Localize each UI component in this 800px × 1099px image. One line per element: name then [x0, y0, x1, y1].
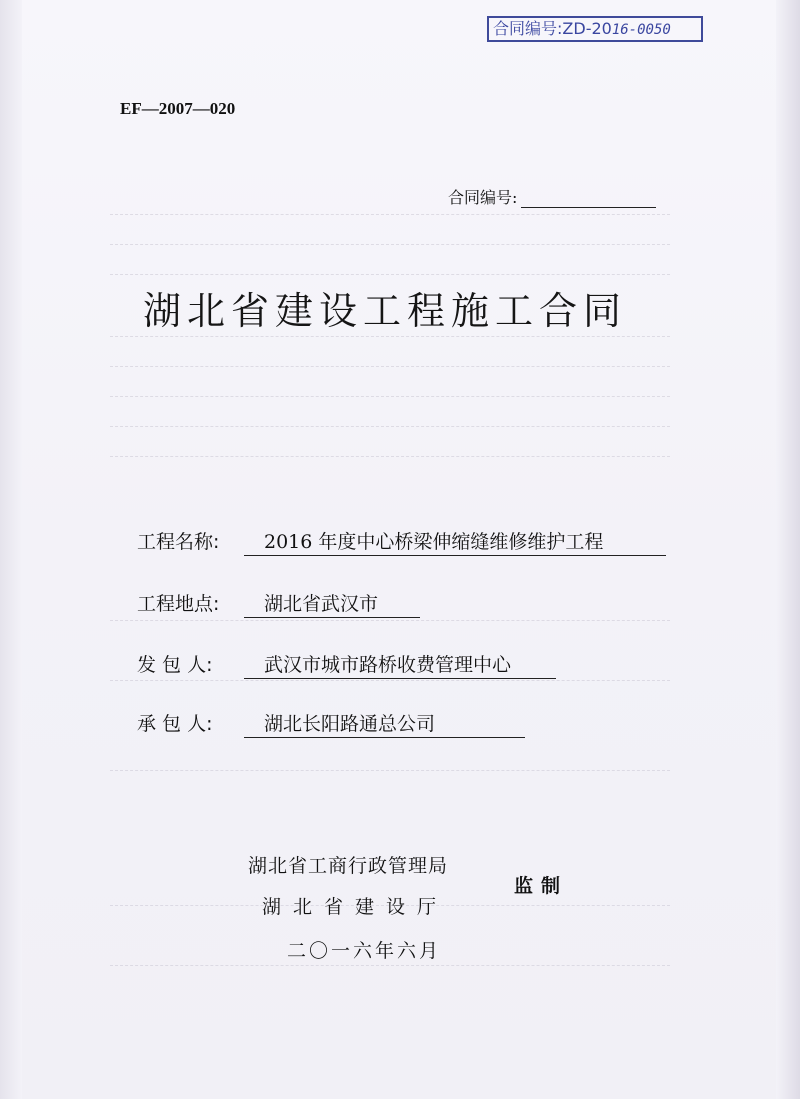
bleed-through-line — [110, 680, 670, 681]
stamp-printed-number: ZD-20 — [562, 19, 612, 38]
contract-number-blank-line — [521, 191, 656, 208]
project-name-row — [137, 527, 666, 557]
project-name-value: 2016 年度中心桥梁伸缩缝维修维护工程 — [244, 527, 666, 556]
issuer-line-1: 湖北省工商行政管理局 — [248, 855, 449, 877]
bleed-through-line — [110, 366, 670, 367]
contract-number-label: 合同编号: — [448, 188, 518, 207]
contractor-row — [137, 709, 525, 739]
bleed-through-line — [110, 274, 670, 275]
contractor-label: 承 包 人: — [137, 713, 213, 735]
issuer-line-2: 湖北省建设厅 — [262, 896, 449, 918]
project-name-label: 工程名称: — [137, 531, 220, 553]
employer-value: 武汉市城市路桥收费管理中心 — [244, 650, 556, 679]
bleed-through-line — [110, 620, 670, 621]
employer-label: 发 包 人: — [137, 654, 213, 676]
bleed-through-line — [110, 456, 670, 457]
contractor-value: 湖北长阳路通总公司 — [244, 709, 525, 738]
project-location-row — [137, 589, 420, 619]
stamp-label: 合同编号: — [493, 19, 563, 38]
project-location-value: 湖北省武汉市 — [244, 589, 420, 618]
form-code: EF—2007—020 — [120, 99, 236, 118]
bleed-through-line — [110, 244, 670, 245]
bleed-through-line — [110, 336, 670, 337]
bleed-through-line — [110, 396, 670, 397]
bleed-through-line — [110, 965, 670, 966]
contract-number-field — [448, 185, 656, 208]
bleed-through-line — [110, 426, 670, 427]
stamp-handwritten-number: 16-0050 — [611, 22, 671, 38]
contract-number-stamp — [487, 16, 703, 42]
employer-row — [137, 650, 556, 680]
supervise-label: 监制 — [514, 875, 569, 897]
bleed-through-line — [110, 214, 670, 215]
page-edge-shadow-left — [0, 0, 22, 1099]
project-location-label: 工程地点: — [137, 593, 220, 615]
bleed-through-line — [110, 770, 670, 771]
issue-date: 二〇一六年六月 — [287, 940, 442, 962]
page-edge-shadow-right — [776, 0, 800, 1099]
page-title: 湖北省建设工程施工合同 — [143, 289, 628, 333]
